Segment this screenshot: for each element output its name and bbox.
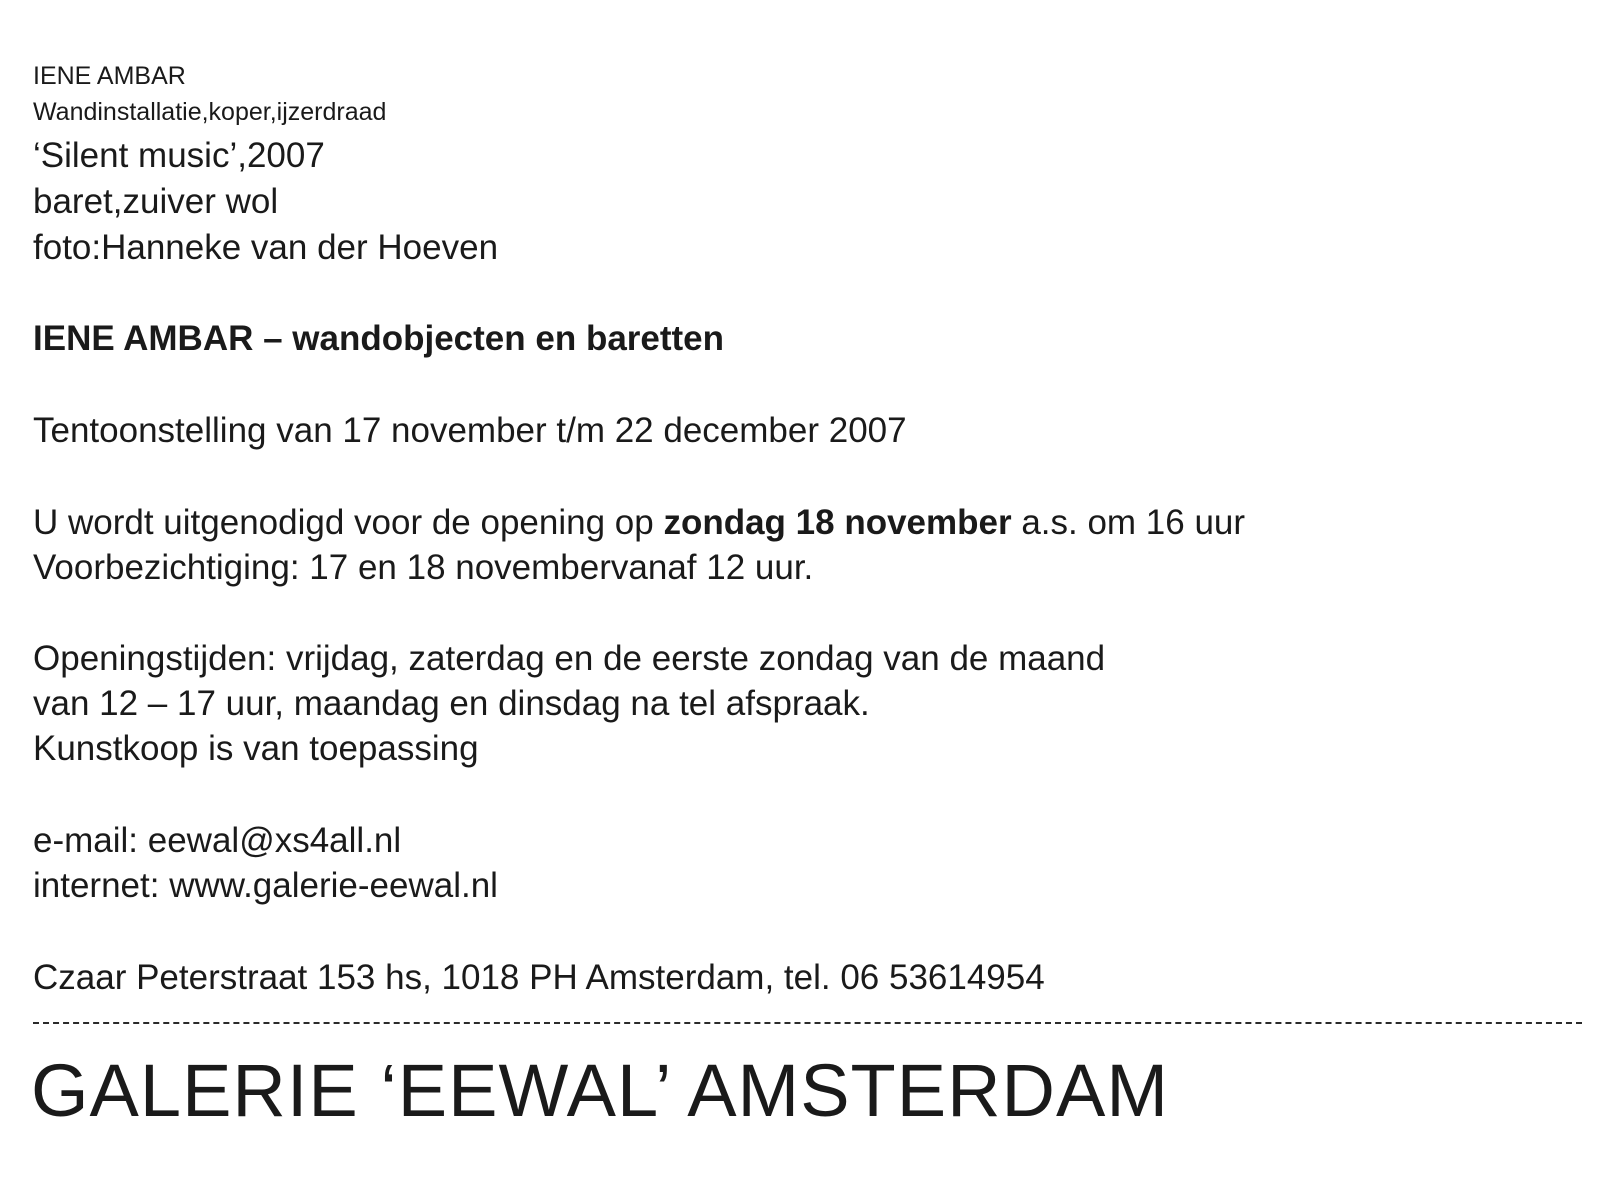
gallery-name: GALERIE ‘EEWAL’ AMSTERDAM [31, 1049, 1169, 1132]
caption-artist: IENE AMBAR [33, 62, 186, 90]
opening-suffix: a.s. om 16 uur [1011, 503, 1246, 542]
caption-photo-credit: foto:Hanneke van der Hoeven [33, 228, 499, 267]
opening-prefix: U wordt uitgenodigd voor de opening op [33, 503, 664, 542]
caption-material: baret,zuiver wol [33, 182, 279, 221]
opening-invitation [33, 505, 1245, 540]
exhibition-dates: Tentoonstelling van 17 november t/m 22 december 2007 [33, 411, 907, 450]
contact-email: e-mail: eewal@xs4all.nl [33, 821, 402, 860]
exhibition-heading: IENE AMBAR – wandobjecten en baretten [33, 319, 725, 358]
opening-hours-line-2: van 12 – 17 uur, maandag en dinsdag na tel afspraak. [33, 684, 870, 723]
opening-hours-line-1: Openingstijden: vrijdag, zaterdag en de eerste zondag van de maand [33, 639, 1106, 678]
gallery-address: Czaar Peterstraat 153 hs, 1018 PH Amsterdam, tel. 06 53614954 [33, 958, 1045, 997]
kunstkoop-note: Kunstkoop is van toepassing [33, 729, 479, 768]
caption-title-year: ‘Silent music’,2007 [33, 136, 325, 175]
preview-viewing: Voorbezichtiging: 17 en 18 novembervanaf 12 uur. [33, 548, 814, 587]
opening-date: zondag 18 november [663, 503, 1012, 542]
dashed-divider [33, 1022, 1582, 1024]
caption-materials: Wandinstallatie,koper,ijzerdraad [33, 98, 387, 126]
contact-website: internet: www.galerie-eewal.nl [33, 866, 498, 905]
